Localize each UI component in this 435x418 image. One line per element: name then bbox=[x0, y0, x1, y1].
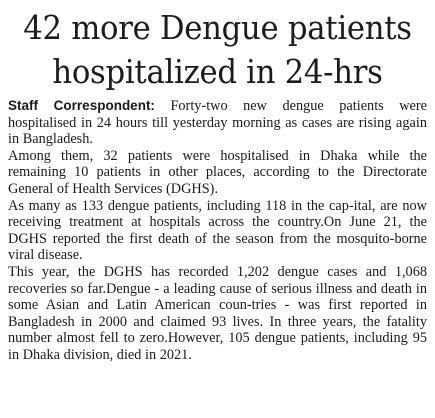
byline: Staff Correspondent: bbox=[8, 98, 155, 113]
headline-line-1: 42 more Dengue patients bbox=[23, 8, 412, 47]
headline bbox=[23, 6, 413, 94]
paragraph-1 bbox=[8, 98, 427, 148]
article-body bbox=[8, 98, 427, 364]
headline-line-2: hospitalized in 24-hrs bbox=[52, 52, 383, 91]
paragraph-2: Among them, 32 patients were hospitalised in Dhaka while the remaining 10 patients in other places, according to the Directorate General of Health Services (DGHS). bbox=[8, 147, 427, 197]
paragraph-1-text: Forty-two new dengue patients were hospitalised in 24 hours till yesterday morning as cases are rising again in Bangladesh. bbox=[8, 98, 428, 148]
paragraph-4: This year, the DGHS has recorded 1,202 dengue cases and 1,068 recoveries so far.Dengue - a leading cause of serious illness and death in some Asian and Latin American coun-tries - was first reported in Bangladesh in 2000 and claimed 93 lives. In three years, the fatality number almost fell to zero.However, 105 dengue patients, including 95 in Dhaka division, died in 2021. bbox=[8, 263, 427, 363]
paragraph-3: As many as 133 dengue patients, including 118 in the cap-ital, are now receiving treatment at hospitals across the country.On June 21, the DGHS reported the first death of the season from the mosquito-borne viral disease. bbox=[8, 197, 427, 264]
